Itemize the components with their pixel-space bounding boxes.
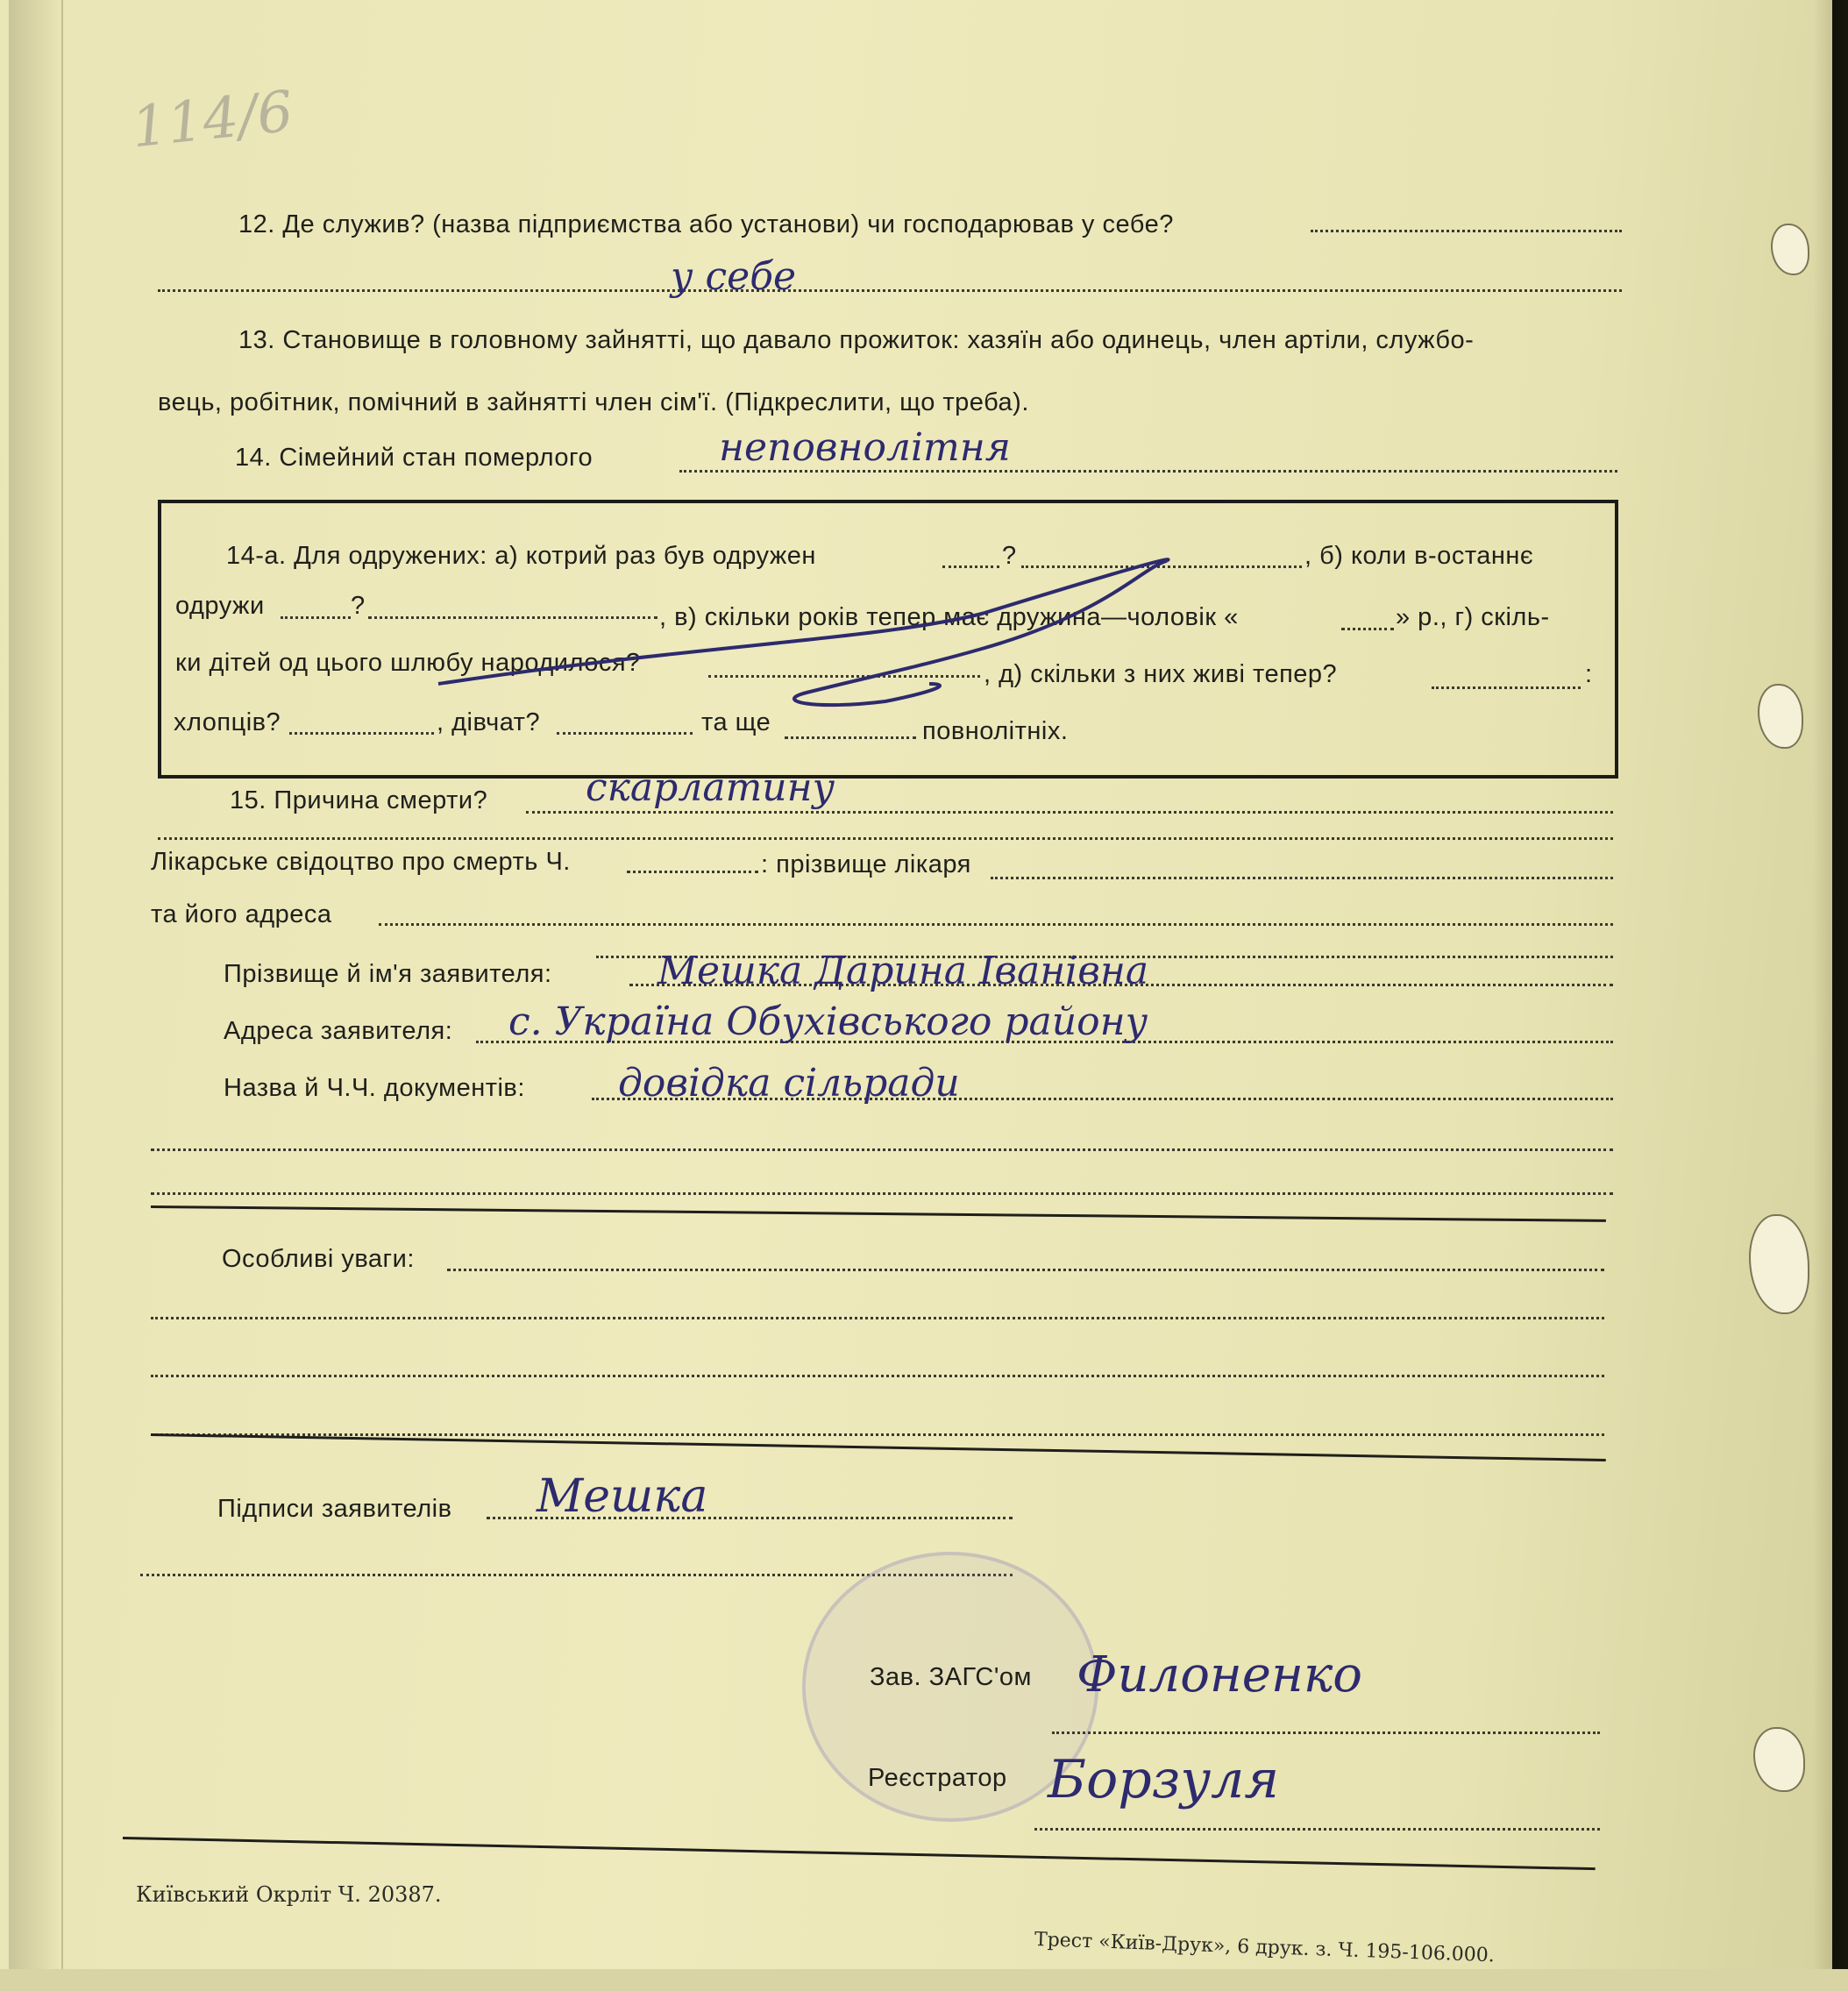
applicant-signatures-label: Підписи заявителів xyxy=(217,1495,452,1523)
applicant-address-value: с. Україна Обухівського району xyxy=(508,999,1148,1044)
q12-label: 12. Де служив? (назва підприємства або установи) чи господарював у себе? xyxy=(238,210,1174,238)
registrar-sign-line xyxy=(1034,1828,1600,1831)
q13-line2: вець, робітник, помічний в зайнятті член сім'ї. (Підкреслити, що треба). xyxy=(158,388,1029,416)
q14a-line1: 14-а. Для одружених: а) котрий раз був одружен xyxy=(226,542,816,570)
doctor-address-label: та його адреса xyxy=(151,900,332,928)
remarks-line xyxy=(151,1317,1604,1319)
doctor-name-label: : прізвище лікаря xyxy=(761,850,971,878)
zags-head-signature: Филоненко xyxy=(1077,1646,1362,1703)
applicant-docs-label: Назва й Ч.Ч. документів: xyxy=(224,1074,525,1102)
registrar-label: Реєстратор xyxy=(868,1764,1007,1792)
q14a-qmark: ? xyxy=(1002,542,1017,570)
applicant-signature: Мешка xyxy=(537,1470,708,1523)
q14a-adults: повнолітніх. xyxy=(922,717,1069,745)
q14-answer: неповнолітня xyxy=(719,425,1011,470)
doctor-address-line xyxy=(379,923,1613,926)
q15-answer: скарлатину xyxy=(586,765,835,810)
q14a-line2: одружи xyxy=(175,592,265,620)
footer-printer: Трест «Київ-Друк», 6 друк. з. Ч. 195-106.000. xyxy=(1034,1929,1496,1967)
q14a-girls: , дівчат? xyxy=(437,708,541,736)
zags-head-label: Зав. ЗАГС'ом xyxy=(870,1663,1032,1691)
applicant-extra-line xyxy=(151,1148,1613,1151)
q14a-line3-end: : xyxy=(1585,660,1593,688)
doctor-certificate-label: Лікарське свідоцтво про смерть Ч. xyxy=(151,848,571,876)
q14a-qmark: ? xyxy=(351,592,366,620)
q14-label: 14. Сімейний стан померлого xyxy=(235,444,593,472)
remarks-label: Особливі уваги: xyxy=(222,1245,415,1273)
q12-answer: у себе xyxy=(671,254,797,299)
applicant-docs-value: довідка сільради xyxy=(618,1061,960,1106)
footer-censor-number: Київський Окрліт Ч. 20387. xyxy=(136,1882,442,1907)
q13-line1: 13. Становище в головному зайнятті, що давало прожиток: хазяїн або одинець, член артіли, службо- xyxy=(238,326,1475,354)
remarks-line xyxy=(447,1269,1604,1271)
applicant-address-label: Адреса заявителя: xyxy=(224,1017,453,1045)
q14a-line4: хлопців? xyxy=(174,708,281,736)
registrar-signature: Борзуля xyxy=(1048,1749,1280,1810)
q14a-line1-end: , б) коли в-останнє xyxy=(1304,542,1534,570)
q14a-line2-mid: , в) скільки років тепер має дружина—чоловік « xyxy=(659,603,1239,631)
remarks-line xyxy=(151,1433,1604,1436)
q14a-line3-mid: , д) скільки з них живі тепер? xyxy=(984,660,1338,688)
q15-fill-line xyxy=(526,811,1613,814)
doctor-name-line xyxy=(991,877,1613,879)
q15-continue-line xyxy=(158,837,1613,840)
q14a-more: та ще xyxy=(701,708,771,736)
applicant-name-label: Прізвище й ім'я заявителя: xyxy=(224,960,552,988)
q15-label: 15. Причина смерти? xyxy=(230,786,488,814)
q14a-line2-end: » р., г) скіль- xyxy=(1396,603,1550,631)
doctor-cert-number-line xyxy=(627,871,758,873)
q14a-line3: ки дітей од цього шлюбу народилося? xyxy=(175,649,641,677)
pencil-archive-number: 114/6 xyxy=(128,79,296,161)
remarks-line xyxy=(151,1375,1604,1377)
zags-sign-line xyxy=(1052,1731,1600,1734)
applicant-name-value: Мешка Дарина Іванівна xyxy=(657,949,1149,993)
applicant-extra-line xyxy=(151,1192,1613,1195)
